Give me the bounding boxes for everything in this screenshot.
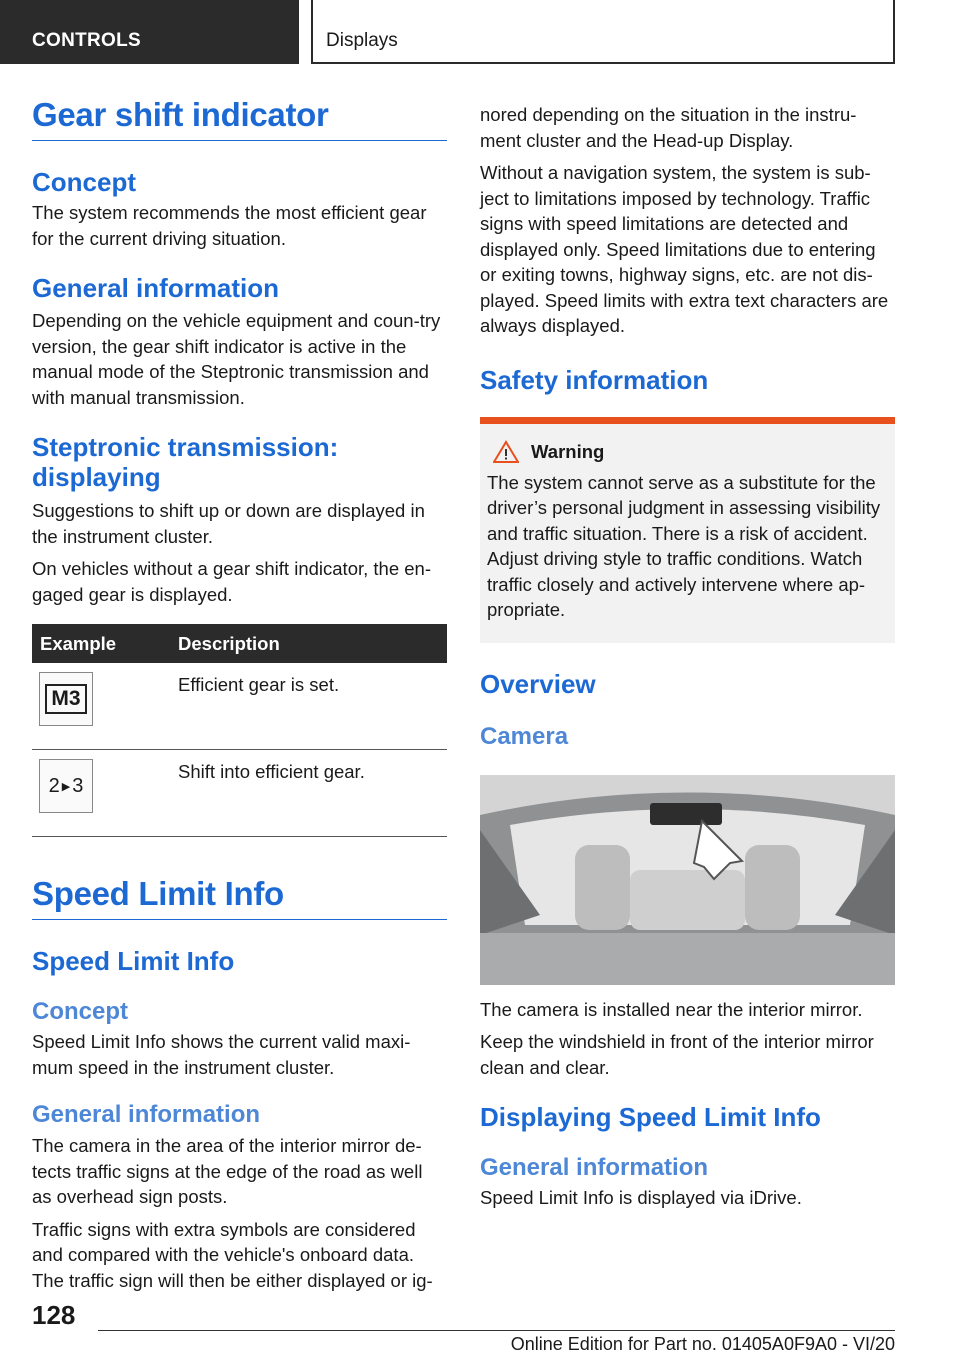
table-cell-description: Efficient gear is set. — [170, 663, 447, 750]
footer-edition: Online Edition for Part no. 01405A0F9A0 - VI/20 — [510, 1334, 895, 1354]
general-info-heading: General information — [32, 273, 280, 303]
gear-example-table — [32, 624, 447, 837]
table-cell-example — [32, 750, 170, 837]
gear-shift-title: Gear shift indicator — [32, 96, 447, 141]
chapter-tab: Displays — [311, 0, 895, 64]
camera-heading: Camera — [480, 722, 569, 750]
nav-system-text: Without a navigation system, the system is sub-ject to limitations imposed by technology. Traffic signs with speed limitations are detected and displayed only. Speed limitations due to entering or exiting towns, highway signs, etc. are not dis-played. Speed limits with extra text characters are always displayed. — [480, 162, 889, 336]
camera-text-2: Keep the windshield in front of the interior mirror clean and clear. — [480, 1031, 874, 1078]
warning-label: Warning — [531, 440, 605, 462]
sli-general-heading: General information — [32, 1101, 261, 1128]
table-cell-description: Shift into efficient gear. — [170, 750, 447, 837]
warning-text: The system cannot serve as a substitute for the driver’s personal judgment in assessing visibility and traffic situation. There is a risk of accident. Adjust driving style to traffic conditions. Watch traffic closely and actively intervene where ap-propriate. — [487, 471, 881, 620]
gear-m3-icon: M3 — [39, 672, 93, 726]
table-header-row — [32, 624, 447, 663]
sli-concept-text: Speed Limit Info shows the current valid maxi-mum speed in the instrument cluster. — [32, 1031, 411, 1078]
concept-heading: Concept — [32, 167, 136, 197]
overview-heading: Overview — [480, 668, 596, 699]
table-row — [32, 750, 447, 837]
right-column — [480, 96, 895, 1211]
gear-2-to-3-icon: 2 ▶ 3 — [39, 759, 93, 813]
page-number: 128 — [32, 1300, 76, 1330]
displaying-general-text: Speed Limit Info is displayed via iDrive. — [480, 1187, 802, 1208]
general-info-text: Depending on the vehicle equipment and coun-try version, the gear shift indicator is active in the manual mode of the Steptronic transmission and with manual transmission. — [32, 310, 441, 408]
table-cell-example — [32, 663, 170, 750]
steptronic-text-1: Suggestions to shift up or down are displayed in the instrument cluster. — [32, 500, 425, 547]
displaying-general-heading: General information — [480, 1154, 709, 1181]
table-header-description: Description — [170, 624, 447, 663]
sli-general-text-1: The camera in the area of the interior mirror de-tects traffic signs at the edge of the road as well as overhead sign posts. — [32, 1135, 423, 1207]
steptronic-heading: Steptronic transmission: displaying — [32, 432, 339, 492]
steptronic-text-2: On vehicles without a gear shift indicator, the en-gaged gear is displayed. — [32, 558, 431, 605]
table-header-example: Example — [32, 624, 170, 663]
footer-rule — [98, 1330, 895, 1331]
table-row — [32, 663, 447, 750]
left-column — [32, 96, 447, 1293]
sli-heading: Speed Limit Info — [32, 946, 235, 976]
camera-text-1: The camera is installed near the interior mirror. — [480, 998, 863, 1020]
warning-triangle-icon — [493, 440, 519, 464]
safety-heading: Safety information — [480, 364, 709, 395]
camera-illustration — [480, 775, 895, 985]
continued-text: nored depending on the situation in the instru-ment cluster and the Head-up Display. — [480, 104, 857, 151]
section-tab: CONTROLS — [0, 0, 299, 64]
sli-general-text-2: Traffic signs with extra symbols are considered and compared with the vehicle's onboard data. The traffic sign will then be either displayed or ig- — [32, 1218, 433, 1291]
sli-concept-heading: Concept — [32, 998, 128, 1025]
concept-text: The system recommends the most efficient gear for the current driving situation. — [32, 202, 427, 249]
displaying-sli-heading: Displaying Speed Limit Info — [480, 1102, 821, 1132]
warning-header — [493, 440, 888, 464]
warning-box — [480, 417, 895, 643]
speed-limit-title: Speed Limit Info — [32, 875, 447, 920]
